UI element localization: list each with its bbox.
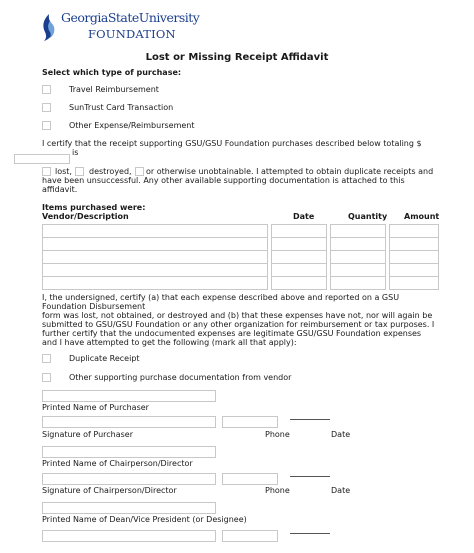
amount-column-header: Amount	[404, 212, 440, 221]
suntrust-card-checkbox[interactable]	[42, 103, 51, 112]
logo-foundation-text: FOUNDATION	[88, 27, 176, 41]
purchaser-phone-label: Phone	[265, 430, 290, 439]
printed-purchaser-label: Printed Name of Purchaser	[42, 403, 149, 412]
amount-cell[interactable]	[389, 237, 439, 251]
printed-dean-label: Printed Name of Dean/Vice President (or Designee)	[42, 515, 247, 524]
items-table	[42, 224, 439, 289]
travel-reimbursement-label: Travel Reimbursement	[69, 85, 159, 94]
dean-signature-field[interactable]	[42, 530, 216, 542]
purchaser-date-label: Date	[331, 430, 351, 439]
purchaser-phone-field[interactable]	[222, 416, 278, 428]
vendor-column-header: Vendor/Description	[42, 212, 129, 221]
date-cell[interactable]	[271, 276, 327, 290]
date-cell[interactable]	[271, 224, 327, 238]
certify-text-line3: have been unsuccessful. Any other available supporting documentation is attached to this	[42, 176, 405, 185]
certify-text-line1: I certify that the receipt supporting GSU/GSU Foundation purchases described below totaling $	[42, 139, 422, 148]
quantity-column-header: Quantity	[348, 212, 388, 221]
chair-date-line[interactable]	[290, 476, 330, 477]
quantity-cell[interactable]	[330, 237, 386, 251]
certify-text-line4: affidavit.	[42, 185, 78, 194]
printed-chair-field[interactable]	[42, 446, 216, 458]
declaration-line6: and I have attempted to get the following (mark all that apply):	[42, 338, 297, 347]
vendor-cell[interactable]	[42, 224, 268, 238]
other-expense-checkbox[interactable]	[42, 121, 51, 130]
unobtainable-checkbox[interactable]	[135, 167, 144, 176]
declaration-line4: submitted to GSU/GSU Foundation or any other organization for reimbursement or tax purposes. I	[42, 320, 435, 329]
date-cell[interactable]	[271, 263, 327, 277]
vendor-documentation-label: Other supporting purchase documentation from vendor	[69, 373, 292, 382]
date-column-header: Date	[293, 212, 315, 221]
lost-checkbox[interactable]	[42, 167, 51, 176]
printed-chair-label: Printed Name of Chairperson/Director	[42, 459, 193, 468]
chair-signature-label: Signature of Chairperson/Director	[42, 486, 177, 495]
destroyed-label: destroyed,	[89, 167, 132, 176]
certify-is-text: is	[72, 148, 79, 157]
quantity-cell[interactable]	[330, 250, 386, 264]
travel-reimbursement-checkbox[interactable]	[42, 85, 51, 94]
amount-cell[interactable]	[389, 276, 439, 290]
chair-signature-field[interactable]	[42, 473, 216, 485]
quantity-cell[interactable]	[330, 224, 386, 238]
purchaser-signature-label: Signature of Purchaser	[42, 430, 134, 439]
amount-cell[interactable]	[389, 263, 439, 277]
declaration-line5: further certify that the undocumented expenses are legitimate GSU/GSU Foundation expenses	[42, 329, 422, 338]
certify-text-line2: or otherwise unobtainable. I attempted to obtain duplicate receipts and	[146, 167, 434, 176]
destroyed-checkbox[interactable]	[75, 167, 84, 176]
purchase-type-heading: Select which type of purchase:	[42, 68, 182, 77]
purchaser-signature-field[interactable]	[42, 416, 216, 428]
printed-dean-field[interactable]	[42, 502, 216, 514]
vendor-cell[interactable]	[42, 237, 268, 251]
declaration-line3: form was lost, not obtained, or destroyed and (b) that these expenses have not, nor will again be	[42, 311, 433, 320]
date-cell[interactable]	[271, 237, 327, 251]
amount-cell[interactable]	[389, 250, 439, 264]
gsu-foundation-logo-flame-icon	[40, 12, 58, 42]
suntrust-card-label: SunTrust Card Transaction	[69, 103, 174, 112]
purchaser-date-line[interactable]	[290, 419, 330, 420]
date-cell[interactable]	[271, 250, 327, 264]
dean-phone-field[interactable]	[222, 530, 278, 542]
quantity-cell[interactable]	[330, 263, 386, 277]
logo-university-text: GeorgiaStateUniversity	[61, 10, 200, 25]
chair-date-label: Date	[331, 486, 351, 495]
amount-cell[interactable]	[389, 224, 439, 238]
declaration-line1: I, the undersigned, certify (a) that each expense described above and reported on a GSU	[42, 293, 400, 302]
vendor-documentation-checkbox[interactable]	[42, 373, 51, 382]
printed-purchaser-field[interactable]	[42, 390, 216, 402]
chair-phone-label: Phone	[265, 486, 290, 495]
duplicate-receipt-checkbox[interactable]	[42, 354, 51, 363]
total-amount-field[interactable]	[14, 154, 70, 164]
duplicate-receipt-label: Duplicate Receipt	[69, 354, 140, 363]
vendor-cell[interactable]	[42, 263, 268, 277]
chair-phone-field[interactable]	[222, 473, 278, 485]
vendor-cell[interactable]	[42, 250, 268, 264]
declaration-line2: Foundation Disbursement	[42, 302, 146, 311]
items-heading: Items purchased were:	[42, 203, 146, 212]
lost-label: lost,	[55, 167, 72, 176]
dean-date-line[interactable]	[290, 533, 330, 534]
page-title: Lost or Missing Receipt Affidavit	[145, 52, 329, 63]
other-expense-label: Other Expense/Reimbursement	[69, 121, 195, 130]
vendor-cell[interactable]	[42, 276, 268, 290]
quantity-cell[interactable]	[330, 276, 386, 290]
